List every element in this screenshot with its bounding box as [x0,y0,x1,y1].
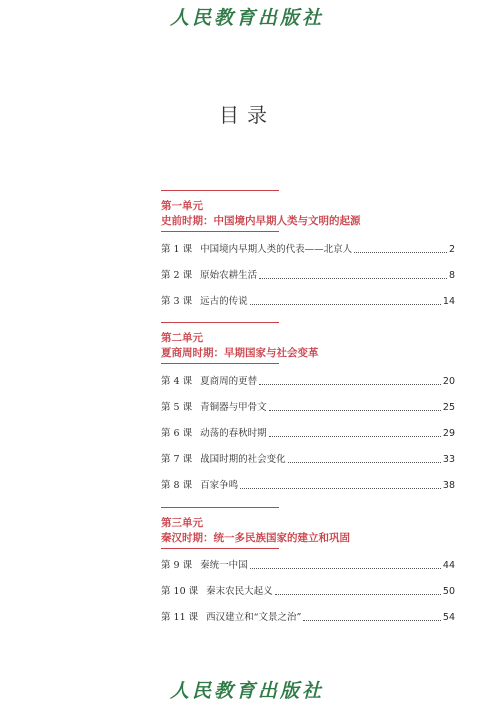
publisher-logo-top: 人民教育出版社 [169,7,324,29]
page-number: 29 [442,428,455,439]
publisher-logo-bottom: 人民教育出版社 [169,680,324,702]
lesson-title: 夏商周的更替 [200,376,258,387]
lesson-title: 动荡的春秋时期 [200,428,267,439]
unit-rule-top [161,507,279,508]
toc-entry-lesson-8[interactable] [161,479,455,493]
page-number: 25 [442,402,455,413]
lesson-title: 秦末农民大起义 [206,586,273,597]
unit-name: 夏商周时期：早期国家与社会变革 [161,347,319,359]
dot-leader [275,585,441,595]
lesson-title: 战国时期的社会变化 [200,454,286,465]
unit-rule-bottom [161,548,279,549]
toc-entry-lesson-5[interactable] [161,401,455,415]
unit-number: 第一单元 [161,200,203,212]
page-number: 2 [448,244,455,255]
lesson-number: 第 5 课 [161,402,193,413]
unit-number: 第二单元 [161,332,203,344]
lesson-number: 第 9 课 [161,560,193,571]
page-number: 54 [442,612,455,623]
page-number: 38 [442,480,455,491]
page-number: 33 [442,454,455,465]
lesson-title: 原始农耕生活 [200,270,258,281]
unit-rule-bottom [161,231,279,232]
toc-entry-lesson-7[interactable] [161,453,455,467]
toc-entry-lesson-6[interactable] [161,427,455,441]
unit-header-1 [161,190,455,232]
dot-leader [250,295,441,305]
toc-entry-lesson-11[interactable] [161,611,455,625]
page-number: 20 [442,376,455,387]
lesson-title: 西汉建立和“文景之治” [206,612,302,623]
toc-entry-lesson-4[interactable] [161,375,455,389]
page-number: 50 [442,586,455,597]
toc-entry-lesson-1[interactable] [161,243,455,257]
unit-name: 史前时期：中国境内早期人类与文明的起源 [161,215,361,227]
dot-leader [250,559,441,569]
toc-entry-lesson-3[interactable] [161,295,455,309]
lesson-number: 第 3 课 [161,296,193,307]
unit-rule-top [161,322,279,323]
dot-leader [259,375,441,385]
unit-name: 秦汉时期：统一多民族国家的建立和巩固 [161,532,350,544]
unit-number: 第三单元 [161,517,203,529]
dot-leader [303,611,441,621]
toc-entry-lesson-2[interactable] [161,269,455,283]
lesson-title: 青铜器与甲骨文 [200,402,267,413]
lesson-title: 百家争鸣 [200,480,239,491]
unit-rule-top [161,190,279,191]
lesson-title: 远古的传说 [200,296,248,307]
unit-rule-bottom [161,363,279,364]
unit-header-2 [161,322,455,364]
lesson-number: 第 10 课 [161,586,199,597]
lesson-number: 第 2 课 [161,270,193,281]
lesson-title: 中国境内早期人类的代表——北京人 [200,244,353,255]
lesson-number: 第 7 课 [161,454,193,465]
dot-leader [269,401,441,411]
lesson-number: 第 8 课 [161,480,193,491]
toc-entry-lesson-9[interactable] [161,559,455,573]
dot-leader [259,269,447,279]
page-number: 14 [442,296,455,307]
page-title: 目录 [219,103,275,127]
page-number: 8 [448,270,455,281]
lesson-number: 第 6 课 [161,428,193,439]
dot-leader [354,243,447,253]
lesson-number: 第 11 课 [161,612,199,623]
lesson-number: 第 1 课 [161,244,193,255]
unit-header-3 [161,507,455,549]
dot-leader [288,453,441,463]
toc-entry-lesson-10[interactable] [161,585,455,599]
lesson-number: 第 4 课 [161,376,193,387]
page-number: 44 [442,560,455,571]
dot-leader [240,479,441,489]
lesson-title: 秦统一中国 [200,560,248,571]
dot-leader [269,427,441,437]
